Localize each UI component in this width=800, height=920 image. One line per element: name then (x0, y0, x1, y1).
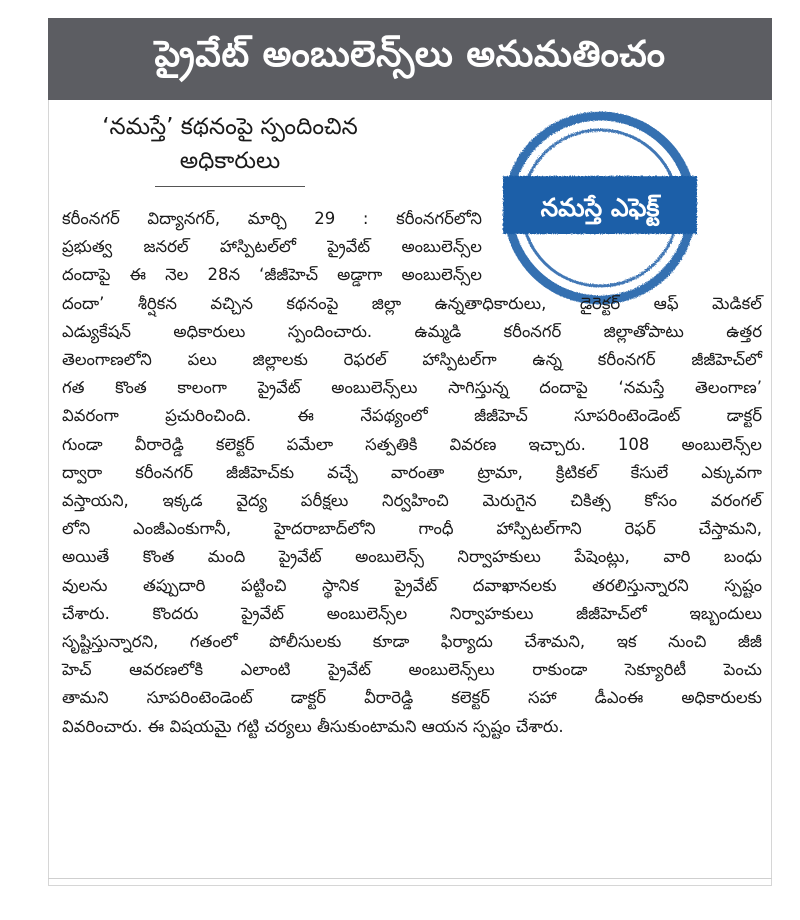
subheading: ‘నమస్తే’ కథనంపై స్పందించిన అధికారులు (102, 114, 358, 174)
body-line: చేశారు. కొందరు ప్రైవేట్ అంబులెన్స్‌ల నిర్వాహకులు జీజీహెచ్‌లో ఇబ్బందులు (62, 603, 762, 623)
body-line: గత కొంత కాలంగా ప్రైవేట్ అంబులెన్స్‌లు సాగిస్తున్న దందాపై ‘నమస్తే తెలంగాణ’ (62, 378, 762, 398)
body-line: హెచ్ ఆవరణలోకి ఎలాంటి ప్రైవేట్ అంబులెన్స్‌లు రాకుండా సెక్యూరిటీ పెంచు (62, 660, 762, 680)
body-line: తెలంగాణలోని పలు జిల్లాలకు రెఫరల్ హాస్పిటల్‌గా ఉన్న కరీంనగర్ జీజీహెచ్‌లో (62, 350, 762, 370)
body-line: వులను తప్పుదారి పట్టించి స్థానిక ప్రైవేట్ దవాఖానలకు తరలిస్తున్నారని స్పష్టం (62, 575, 762, 595)
body-line: వివరంగా ప్రచురించింది. ఈ నేపథ్యంలో జీజీహెచ్ సూపరింటెండెంట్ డాక్టర్ (62, 406, 762, 426)
article-body (62, 205, 762, 741)
body-line: గుండా వీరారెడ్డి కలెక్టర్ పమేలా సత్పతికి వివరణ ఇచ్చారు. 108 అంబులెన్స్‌ల (62, 434, 762, 454)
body-line: దందా’ శీర్షికన వచ్చిన కథనంపై జిల్లా ఉన్నతాధికారులు, డైరెక్టర్ ఆఫ్ మెడికల్ (62, 293, 762, 313)
body-line: అయితే కొంత మంది ప్రైవేట్ అంబులెన్స్ నిర్వాహకులు పేషెంట్లు, వారి బంధు (62, 547, 762, 567)
subheading-underline (155, 186, 305, 187)
headline-bar (48, 18, 772, 100)
body-line: లోని ఎంజీఎంకుగానీ, హైదరాబాద్‌లోని గాంధీ హాస్పిటల్‌గాని రెఫర్ చేస్తామని, (62, 519, 762, 539)
headline: ప్రైవేట్ అంబులెన్స్‌లు అనుమతించం (154, 34, 666, 75)
bottom-rule (48, 878, 772, 879)
body-line: దందాపై ఈ నెల 28న ‘జీజీహెచ్ అడ్డాగా అంబులెన్స్‌ల (62, 265, 482, 285)
body-line: ఎడ్యుకేషన్ అధికారులు స్పందించారు. ఉమ్మడి కరీంనగర్ జిల్లాతోపాటు ఉత్తర (62, 321, 762, 341)
body-line: వివరించారు. ఈ విషయమై గట్టి చర్యలు తీసుకుంటామని ఆయన స్పష్టం చేశారు. (62, 716, 564, 736)
body-line: ద్వారా కరీంనగర్ జీజీహెచ్‌కు వచ్చే వారంతా ట్రామా, క్రిటికల్ కేసులే ఎక్కువగా (62, 462, 762, 482)
body-line: ప్రభుత్వ జనరల్ హాస్పిటల్‌లో ప్రైవేట్ అంబులెన్స్‌ల (62, 237, 482, 257)
body-line: సృష్టిస్తున్నారని, గతంలో పోలీసులకు కూడా ఫిర్యాదు చేశామని, ఇక నుంచి జీజీ (62, 632, 762, 652)
body-line: కరీంనగర్ విద్యానగర్, మార్చి 29 : కరీంనగర్‌లోని (62, 209, 482, 228)
body-line: వస్తాయని, ఇక్కడ వైద్య పరీక్షలు నిర్వహించి మెరుగైన చికిత్స కోసం వరంగల్ (62, 491, 762, 511)
body-line: తామని సూపరింటెండెంట్ డాక్టర్ వీరారెడ్డి కలెక్టర్ సహా డీఎంఈ అధికారులకు (62, 688, 762, 708)
stamp-label: నమస్తే ఎఫెక్ట్ (540, 193, 660, 222)
